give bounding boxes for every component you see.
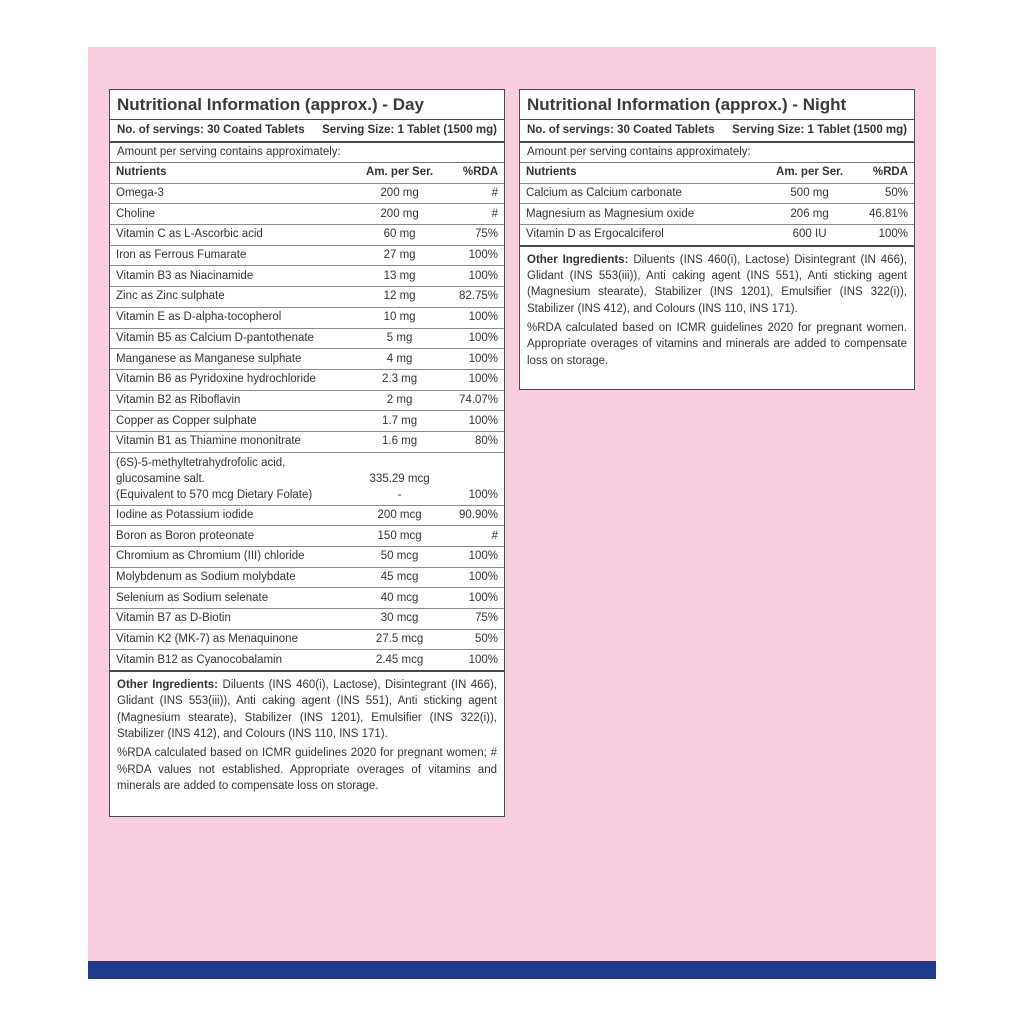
nutrient-rda: 100% <box>878 228 908 241</box>
nutrition-card-night <box>519 89 915 390</box>
folate-line1: (6S)-5-methyltetrahydrofolic acid, <box>116 456 286 469</box>
nutrient-amount: 30 mcg <box>354 609 445 630</box>
nutrient-amount: 50 mcg <box>354 547 445 568</box>
nutrient-name: Vitamin K2 (MK-7) as Menaquinone <box>110 629 354 650</box>
nutrient-rda: 100% <box>445 411 504 432</box>
table-row <box>110 588 504 609</box>
nutrient-amount: 45 mcg <box>354 567 445 588</box>
nutrient-name: Vitamin C as L-Ascorbic acid <box>110 225 354 246</box>
nutrient-rda: 100% <box>468 653 498 666</box>
table-row <box>520 183 914 204</box>
day-footer <box>110 672 504 794</box>
folate-amount <box>354 452 445 505</box>
nutrient-amount: 27 mg <box>354 245 445 266</box>
nutrient-rda: 100% <box>445 349 504 370</box>
table-row <box>110 629 504 650</box>
night-meta-row <box>520 120 914 143</box>
night-servings: No. of servings: 30 Coated Tablets <box>527 124 715 136</box>
nutrient-amount: 27.5 mcg <box>354 629 445 650</box>
nutrient-name: Vitamin B12 as Cyanocobalamin <box>116 653 282 666</box>
night-serving-size: Serving Size: 1 Tablet (1500 mg) <box>732 124 907 136</box>
nutrient-amount: 2.45 mcg <box>375 653 424 666</box>
nutrient-rda: 74.07% <box>445 390 504 411</box>
folate-rda <box>445 452 504 505</box>
nutrient-amount: 13 mg <box>354 266 445 287</box>
nutrient-rda: 100% <box>445 588 504 609</box>
header-rda: %RDA <box>855 163 914 183</box>
nutrient-name: Vitamin B2 as Riboflavin <box>110 390 354 411</box>
day-other-ingredients <box>117 677 497 742</box>
nutrient-name: Vitamin B1 as Thiamine mononitrate <box>110 431 354 452</box>
table-row <box>110 287 504 308</box>
day-meta-row <box>110 120 504 143</box>
nutrient-rda: # <box>445 204 504 225</box>
folate-rda-value: 100% <box>468 488 498 501</box>
nutrient-name: Choline <box>110 204 354 225</box>
night-other-text: Diluents (INS 460(i), Lactose) Disintegrant (IN 466), Glidant (INS 553(iii)), Anti caking agent (INS 551), Anti sticking agent (Magnesium stearate), Stabilizer (INS 1201), Emulsifier (INS 322(i)), Stabilizer (INS 412), and Colours (INS 110, INS 171). <box>527 253 907 315</box>
nutrient-name: Iron as Ferrous Fumarate <box>110 245 354 266</box>
nutrient-amount: 600 IU <box>792 228 827 241</box>
nutrient-rda: 46.81% <box>855 204 914 225</box>
nutrient-rda: 100% <box>445 307 504 328</box>
nutrient-name: Boron as Boron proteonate <box>110 526 354 547</box>
day-title: Nutritional Information (approx.) - Day <box>110 90 504 120</box>
night-table-header <box>520 163 914 183</box>
nutrient-rda: 100% <box>445 328 504 349</box>
nutrition-card-day <box>109 89 505 817</box>
nutrient-amount: 40 mcg <box>354 588 445 609</box>
nutrient-rda: 100% <box>445 547 504 568</box>
night-nutrient-table <box>520 163 914 247</box>
table-row <box>520 225 914 246</box>
header-rda: %RDA <box>445 163 504 183</box>
folate-amount-value: 335.29 mcg <box>369 472 430 485</box>
nutrient-amount: 200 mg <box>354 183 445 204</box>
night-other-ingredients <box>527 252 907 317</box>
table-row <box>110 609 504 630</box>
nutrient-name: Magnesium as Magnesium oxide <box>520 204 764 225</box>
table-row <box>110 369 504 390</box>
nutrient-rda: 100% <box>445 245 504 266</box>
header-nutrients: Nutrients <box>110 163 354 183</box>
nutrient-rda: 100% <box>445 266 504 287</box>
nutrient-amount: 60 mg <box>354 225 445 246</box>
nutrient-rda: 100% <box>445 567 504 588</box>
table-row <box>110 547 504 568</box>
table-row <box>110 526 504 547</box>
night-rda-note: %RDA calculated based on ICMR guidelines 2020 for pregnant women. Appropriate overages of vitamins and minerals are added to compensate loss on storage. <box>527 321 907 367</box>
nutrient-amount: 200 mcg <box>354 505 445 526</box>
table-row <box>110 307 504 328</box>
table-row <box>110 225 504 246</box>
table-row <box>110 650 504 671</box>
nutrient-rda: # <box>445 526 504 547</box>
folate-name <box>110 452 354 505</box>
table-row <box>110 411 504 432</box>
nutrient-amount: 12 mg <box>354 287 445 308</box>
night-intro: Amount per serving contains approximately: <box>520 143 914 163</box>
day-other-label: Other Ingredients: <box>117 679 219 692</box>
nutrient-rda: 80% <box>445 431 504 452</box>
folate-line2: glucosamine salt. <box>116 472 205 485</box>
nutrient-amount: 10 mg <box>354 307 445 328</box>
header-amount: Am. per Ser. <box>354 163 445 183</box>
day-table-header <box>110 163 504 183</box>
day-servings: No. of servings: 30 Coated Tablets <box>117 124 305 136</box>
nutrient-amount: 500 mg <box>764 183 855 204</box>
table-row <box>110 431 504 452</box>
night-other-label: Other Ingredients: <box>527 253 629 266</box>
nutrient-amount: 2 mg <box>354 390 445 411</box>
folate-amount-sub: - <box>397 488 402 501</box>
nutrient-rda: 100% <box>445 369 504 390</box>
day-serving-size: Serving Size: 1 Tablet (1500 mg) <box>322 124 497 136</box>
nutrient-name: Molybdenum as Sodium molybdate <box>110 567 354 588</box>
table-row <box>110 390 504 411</box>
nutrient-name: Vitamin B3 as Niacinamide <box>110 266 354 287</box>
nutrient-amount: 2.3 mg <box>354 369 445 390</box>
table-row <box>110 567 504 588</box>
nutrient-amount: 206 mg <box>764 204 855 225</box>
night-footer <box>520 247 914 369</box>
nutrient-name: Copper as Copper sulphate <box>110 411 354 432</box>
day-rda-note: %RDA calculated based on ICMR guidelines 2020 for pregnant women; # %RDA values not established. Appropriate overages of vitamins and minerals are added to compensate loss on storage. <box>117 747 497 792</box>
folate-line3: (Equivalent to 570 mcg Dietary Folate) <box>116 488 313 501</box>
table-row <box>110 505 504 526</box>
nutrient-amount: 1.6 mg <box>354 431 445 452</box>
table-row <box>110 349 504 370</box>
day-other-text: Diluents (INS 460(i), Lactose), Disintegrant (IN 466), Glidant (INS 553(iii)), Anti caking agent (INS 551), Anti sticking agent (Magnesium stearate), Stabilizer (INS 1201), Emulsifier (INS 322(i)), Stabilizer (INS 412), and Colours (INS 110, INS 171). <box>117 679 498 741</box>
day-intro: Amount per serving contains approximately: <box>110 143 504 163</box>
nutrient-rda: # <box>445 183 504 204</box>
night-title: Nutritional Information (approx.) - Night <box>520 90 914 120</box>
nutrient-name: Vitamin E as D-alpha-tocopherol <box>110 307 354 328</box>
nutrient-name: Vitamin B5 as Calcium D-pantothenate <box>110 328 354 349</box>
table-row <box>110 204 504 225</box>
table-row <box>110 245 504 266</box>
nutrient-name: Chromium as Chromium (III) chloride <box>110 547 354 568</box>
nutrient-name: Omega-3 <box>110 183 354 204</box>
nutrient-name: Selenium as Sodium selenate <box>110 588 354 609</box>
header-nutrients: Nutrients <box>520 163 764 183</box>
table-row <box>110 183 504 204</box>
header-amount: Am. per Ser. <box>764 163 855 183</box>
nutrient-name: Calcium as Calcium carbonate <box>520 183 764 204</box>
table-row <box>520 204 914 225</box>
table-row-folate <box>110 452 504 505</box>
nutrient-name: Vitamin B7 as D-Biotin <box>110 609 354 630</box>
nutrient-name: Zinc as Zinc sulphate <box>110 287 354 308</box>
nutrient-name: Iodine as Potassium iodide <box>110 505 354 526</box>
table-row <box>110 328 504 349</box>
nutrient-name: Vitamin B6 as Pyridoxine hydrochloride <box>110 369 354 390</box>
nutrient-rda: 75% <box>445 609 504 630</box>
day-nutrient-table <box>110 163 504 672</box>
nutrient-amount: 150 mcg <box>354 526 445 547</box>
bottom-blue-band <box>88 961 936 979</box>
nutrient-name: Vitamin D as Ergocalciferol <box>526 228 664 241</box>
table-row <box>110 266 504 287</box>
nutrient-rda: 50% <box>445 629 504 650</box>
nutrient-rda: 82.75% <box>445 287 504 308</box>
nutrient-amount: 5 mg <box>354 328 445 349</box>
nutrient-name: Manganese as Manganese sulphate <box>110 349 354 370</box>
nutrient-amount: 200 mg <box>354 204 445 225</box>
nutrient-rda: 75% <box>445 225 504 246</box>
nutrient-amount: 4 mg <box>354 349 445 370</box>
nutrient-rda: 90.90% <box>445 505 504 526</box>
nutrient-amount: 1.7 mg <box>354 411 445 432</box>
nutrient-rda: 50% <box>855 183 914 204</box>
